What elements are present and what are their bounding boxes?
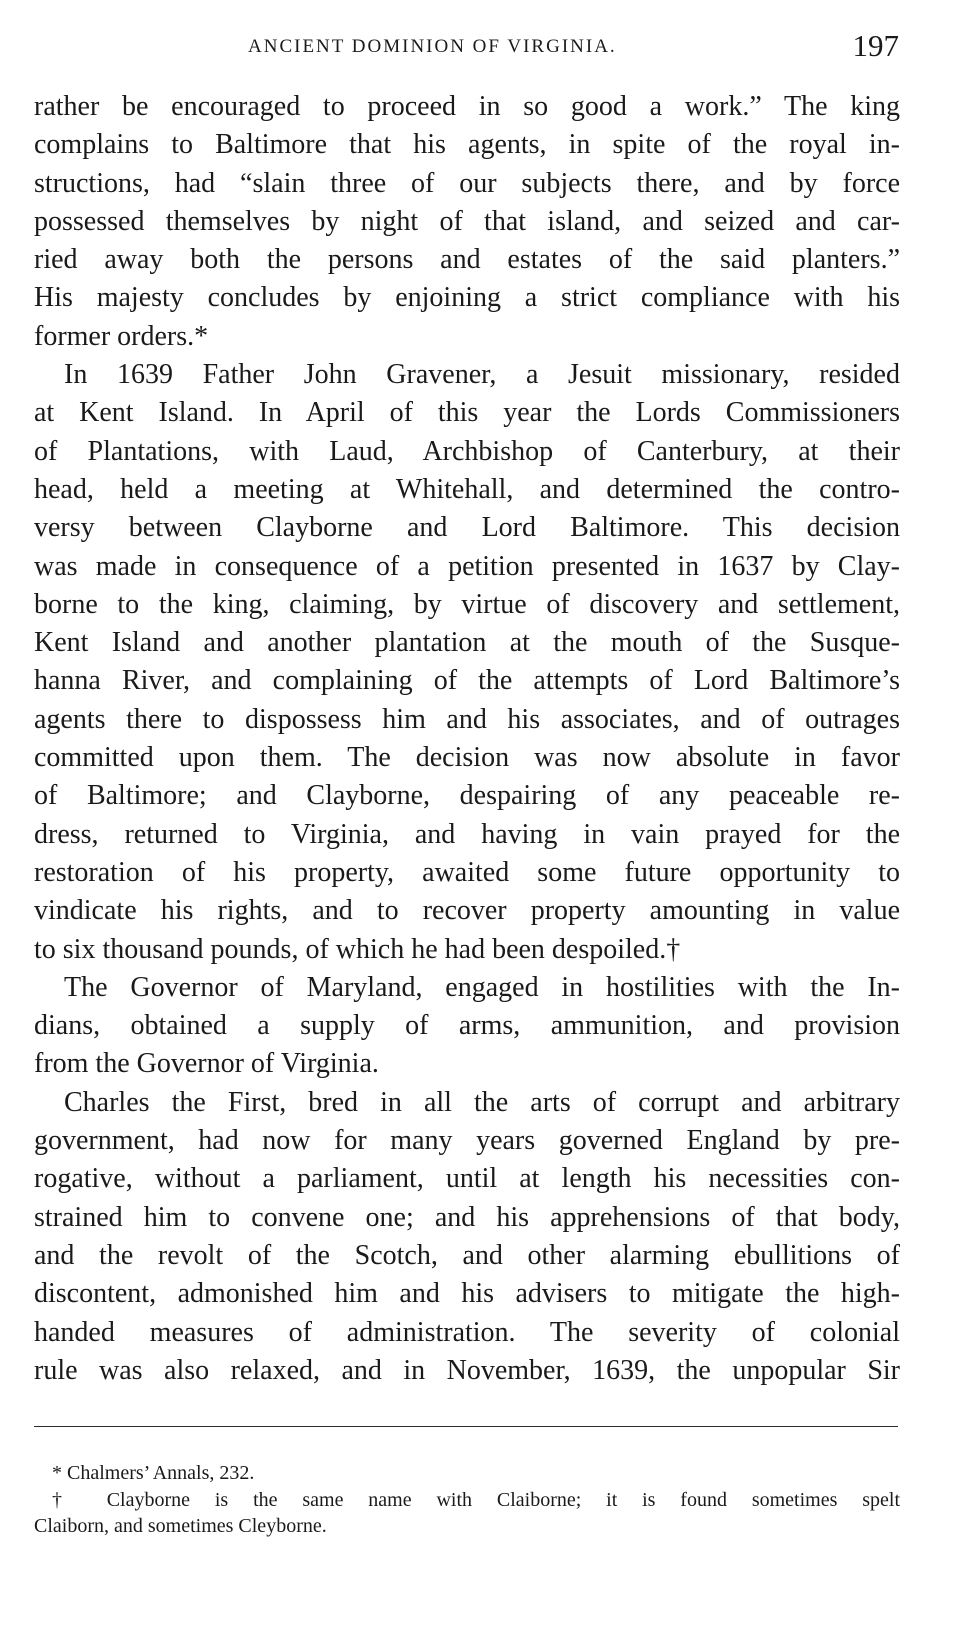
- text-line: strained him to convene one; and his apprehensions of that body,: [34, 1201, 900, 1233]
- text-line: restoration of his property, awaited some future opportunity to: [34, 856, 900, 888]
- text-line: ried away both the persons and estates of the said planters.”: [34, 244, 900, 276]
- text-line: dress, returned to Virginia, and having in vain prayed for the: [34, 818, 900, 850]
- text-line: dians, obtained a supply of arms, ammunition, and provision: [34, 1010, 900, 1042]
- body-text: [34, 88, 900, 1390]
- text-line: handed measures of administration. The severity of colonial: [34, 1316, 900, 1348]
- footnote-divider: [34, 1426, 898, 1427]
- text-line: of Baltimore; and Clayborne, despairing of any peaceable re-: [34, 780, 900, 812]
- paragraph-first-line: The Governor of Maryland, engaged in hostilities with the In-: [64, 971, 900, 1003]
- text-line: former orders.*: [34, 320, 209, 352]
- text-line: His majesty concludes by enjoining a strict compliance with his: [34, 282, 900, 314]
- text-line: and the revolt of the Scotch, and other alarming ebullitions of: [34, 1239, 900, 1271]
- footnote-line: * Chalmers’ Annals, 232.: [52, 1462, 255, 1484]
- footnotes: [34, 1460, 900, 1540]
- footnote-line: Claiborn, and sometimes Cleyborne.: [34, 1515, 327, 1537]
- text-line: at Kent Island. In April of this year the Lords Commissioners: [34, 397, 900, 429]
- text-line: rogative, without a parliament, until at length his necessities con-: [34, 1163, 900, 1195]
- text-line: versy between Clayborne and Lord Baltimore. This decision: [34, 512, 900, 544]
- text-line: agents there to dispossess him and his associates, and of outrages: [34, 703, 900, 735]
- running-title: ANCIENT DOMINION OF VIRGINIA.: [248, 36, 617, 57]
- text-line: borne to the king, claiming, by virtue of discovery and settlement,: [34, 588, 900, 620]
- text-line: to six thousand pounds, of which he had been despoiled.†: [34, 933, 681, 965]
- text-line: head, held a meeting at Whitehall, and determined the contro-: [34, 473, 900, 505]
- paragraph-first-line: Charles the First, bred in all the arts of corrupt and arbitrary: [64, 1086, 900, 1118]
- text-line: vindicate his rights, and to recover property amounting in value: [34, 895, 900, 927]
- text-line: was made in consequence of a petition presented in 1637 by Clay-: [34, 550, 900, 582]
- text-line: rule was also relaxed, and in November, 1639, the unpopular Sir: [34, 1354, 900, 1386]
- text-line: structions, had “slain three of our subjects there, and by force: [34, 167, 900, 199]
- text-line: government, had now for many years governed England by pre-: [34, 1125, 900, 1157]
- running-head: [0, 28, 971, 64]
- text-line: possessed themselves by night of that island, and seized and car-: [34, 205, 900, 237]
- text-line: of Plantations, with Laud, Archbishop of Canterbury, at their: [34, 435, 900, 467]
- text-line: discontent, admonished him and his advisers to mitigate the high-: [34, 1278, 900, 1310]
- text-line: from the Governor of Virginia.: [34, 1048, 379, 1080]
- text-line: hanna River, and complaining of the attempts of Lord Baltimore’s: [34, 665, 900, 697]
- page-number: 197: [852, 28, 899, 63]
- text-line: committed upon them. The decision was now absolute in favor: [34, 742, 900, 774]
- text-line: Kent Island and another plantation at the mouth of the Susque-: [34, 627, 900, 659]
- footnote-line: † Clayborne is the same name with Claiborne; it is found sometimes spelt: [52, 1488, 900, 1511]
- text-line: rather be encouraged to proceed in so good a work.” The king: [34, 91, 900, 122]
- paragraph-first-line: In 1639 Father John Gravener, a Jesuit missionary, resided: [64, 359, 900, 391]
- text-line: complains to Baltimore that his agents, in spite of the royal in-: [34, 129, 900, 161]
